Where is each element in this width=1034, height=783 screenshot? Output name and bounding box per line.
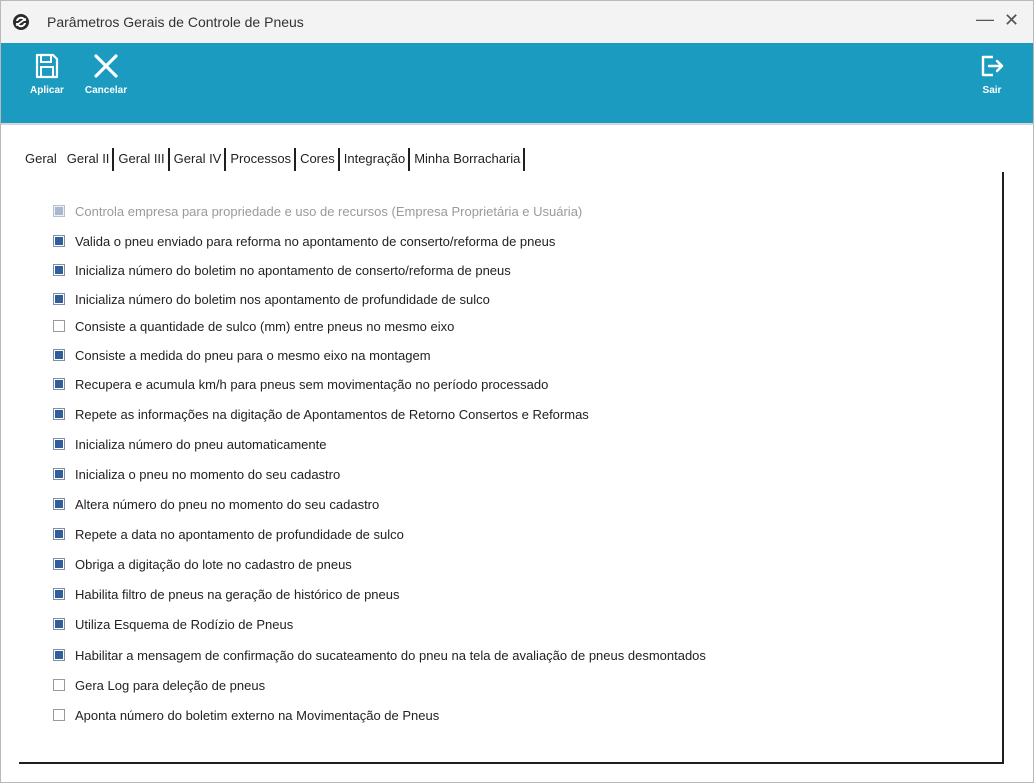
aplicar-button[interactable] — [27, 53, 67, 96]
sair-button[interactable] — [974, 53, 1010, 96]
option-controla-empresa[interactable] — [53, 201, 582, 221]
option-label: Inicializa número do boletim no apontamento de conserto/reforma de pneus — [75, 262, 511, 278]
tab-bar — [23, 145, 525, 171]
tab-geral[interactable]: Geral — [25, 151, 57, 166]
checkbox[interactable] — [53, 438, 65, 450]
checkbox[interactable] — [53, 618, 65, 630]
tab-integracao[interactable]: Integração — [342, 148, 410, 171]
option-inicializa-boletim-conserto[interactable] — [53, 260, 511, 280]
option-obriga-lote[interactable] — [53, 554, 352, 574]
option-habilita-filtro-historico[interactable] — [53, 584, 400, 604]
option-label: Valida o pneu enviado para reforma no apontamento de conserto/reforma de pneus — [75, 233, 556, 249]
minimize-button[interactable]: — — [976, 9, 994, 29]
checkbox[interactable] — [53, 264, 65, 276]
option-recupera-km[interactable] — [53, 374, 548, 394]
app-logo-icon — [12, 13, 30, 31]
checkbox[interactable] — [53, 293, 65, 305]
option-label: Repete a data no apontamento de profundidade de sulco — [75, 526, 404, 542]
option-altera-numero-pneu[interactable] — [53, 494, 379, 514]
option-label: Aponta número do boletim externo na Movimentação de Pneus — [75, 707, 440, 723]
window-title: Parâmetros Gerais de Controle de Pneus — [47, 14, 304, 30]
checkbox[interactable] — [53, 588, 65, 600]
checkbox[interactable] — [53, 205, 65, 217]
title-bar — [1, 1, 1033, 43]
option-consiste-medida-eixo[interactable] — [53, 345, 431, 365]
checkbox[interactable] — [53, 408, 65, 420]
cancel-x-icon — [81, 53, 131, 79]
checkbox[interactable] — [53, 235, 65, 247]
option-label: Consiste a medida do pneu para o mesmo eixo na montagem — [75, 347, 431, 363]
checkbox[interactable] — [53, 320, 65, 332]
option-label: Habilitar a mensagem de confirmação do sucateamento do pneu na tela de avaliação de pneus desmontados — [75, 647, 706, 663]
cancelar-label: Cancelar — [84, 85, 128, 96]
option-label: Altera número do pneu no momento do seu cadastro — [75, 496, 380, 512]
option-label: Recupera e acumula km/h para pneus sem movimentação no período processado — [75, 376, 549, 392]
checkbox[interactable] — [53, 709, 65, 721]
option-label: Inicializa número do pneu automaticamente — [75, 436, 327, 452]
option-label: Habilita filtro de pneus na geração de histórico de pneus — [75, 586, 400, 602]
cancelar-button[interactable] — [81, 53, 131, 96]
option-label: Utiliza Esquema de Rodízio de Pneus — [75, 616, 294, 632]
option-label: Consiste a quantidade de sulco (mm) entre pneus no mesmo eixo — [75, 318, 455, 334]
option-mensagem-sucateamento[interactable] — [53, 645, 706, 665]
option-label: Inicializa o pneu no momento do seu cadastro — [75, 466, 341, 482]
checkbox[interactable] — [53, 349, 65, 361]
option-boletim-externo[interactable] — [53, 705, 439, 725]
option-label: Gera Log para deleção de pneus — [75, 677, 266, 693]
option-label: Inicializa número do boletim nos apontamento de profundidade de sulco — [75, 291, 490, 307]
tab-cores[interactable]: Cores — [298, 148, 340, 171]
option-inicializa-numero-pneu[interactable] — [53, 434, 326, 454]
option-repete-data-sulco[interactable] — [53, 524, 404, 544]
option-inicializa-pneu-cadastro[interactable] — [53, 464, 340, 484]
checkbox[interactable] — [53, 378, 65, 390]
checkbox[interactable] — [53, 649, 65, 661]
checkbox[interactable] — [53, 498, 65, 510]
exit-icon — [974, 53, 1010, 79]
tab-geral-iii[interactable]: Geral III — [116, 148, 169, 171]
checkbox[interactable] — [53, 679, 65, 691]
option-gera-log-delecao[interactable] — [53, 675, 265, 695]
option-esquema-rodizio[interactable] — [53, 614, 293, 634]
tab-minha-borracharia[interactable]: Minha Borracharia — [412, 148, 525, 171]
tab-geral-ii[interactable]: Geral II — [65, 148, 115, 171]
option-label: Repete as informações na digitação de Apontamentos de Retorno Consertos e Reformas — [75, 406, 589, 422]
aplicar-label: Aplicar — [30, 85, 64, 96]
option-label: Controla empresa para propriedade e uso de recursos (Empresa Proprietária e Usuária) — [75, 203, 583, 219]
save-icon — [27, 53, 67, 79]
option-inicializa-boletim-sulco[interactable] — [53, 289, 490, 309]
checkbox[interactable] — [53, 558, 65, 570]
tab-panel-bottom-border — [19, 762, 1004, 764]
option-valida-pneu-reforma[interactable] — [53, 231, 555, 251]
sair-label: Sair — [982, 85, 1002, 96]
checkbox[interactable] — [53, 528, 65, 540]
toolbar-divider — [1, 123, 1033, 125]
tab-panel-right-border — [1002, 172, 1004, 764]
option-consiste-sulco-eixo[interactable] — [53, 316, 454, 336]
tab-processos[interactable]: Processos — [228, 148, 296, 171]
option-repete-informacoes[interactable] — [53, 404, 589, 424]
option-label: Obriga a digitação do lote no cadastro de pneus — [75, 556, 352, 572]
close-window-button[interactable]: ✕ — [1004, 10, 1020, 30]
tab-geral-iv[interactable]: Geral IV — [172, 148, 227, 171]
toolbar — [1, 43, 1033, 123]
checkbox[interactable] — [53, 468, 65, 480]
